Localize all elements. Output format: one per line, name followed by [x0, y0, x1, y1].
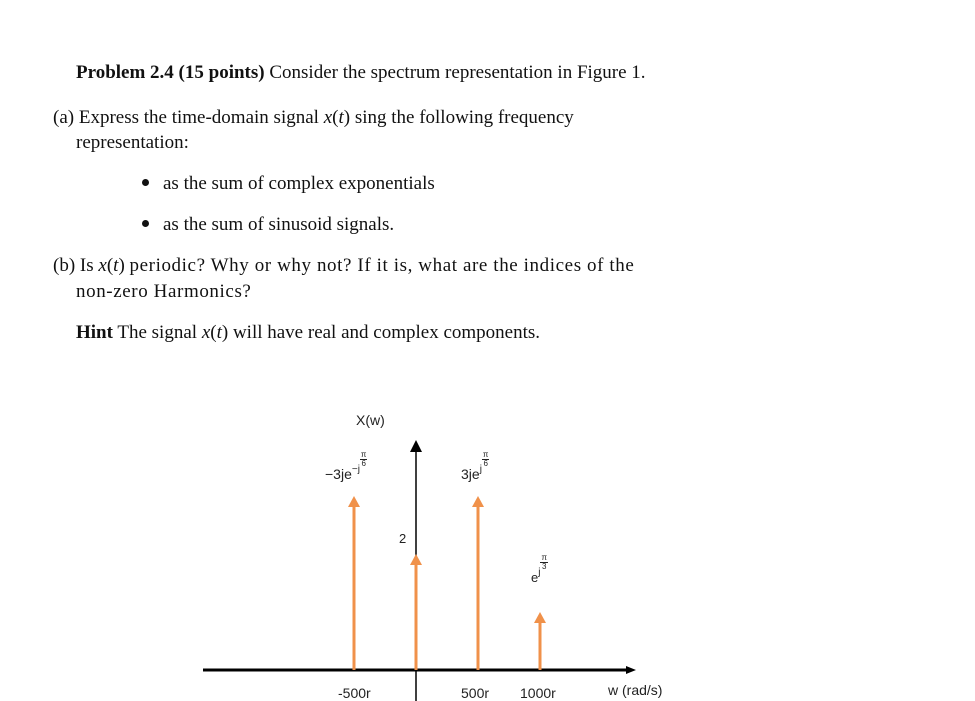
hint-line: Hint The signal x(t) will have real and complex components. [76, 322, 541, 343]
fraction-numerator: π [541, 553, 547, 562]
signal-x: x [98, 255, 107, 276]
signal-x: x [323, 107, 333, 128]
problem-intro: Consider the spectrum representation in Figure 1. [269, 62, 646, 83]
part-b-label: (b) [53, 255, 76, 276]
stem-label-base: e [531, 570, 539, 585]
x-tick-label: 1000r [520, 685, 556, 701]
signal-x: x [201, 322, 211, 343]
x-tick-label: 500r [461, 685, 490, 701]
stem-label-fraction [360, 451, 368, 468]
stem-label [325, 451, 367, 482]
stem-arrowhead [410, 554, 422, 565]
stem-label-base: −3je [325, 466, 352, 482]
part-a-text-pre: Express the time-domain signal [78, 107, 319, 128]
stem-label: 2 [399, 531, 407, 546]
part-b-text-post: periodic? Why or why not? If it is, what are the indices of the [129, 255, 635, 276]
chart-title: X(w) [356, 412, 385, 428]
stem-arrowhead [534, 612, 546, 623]
stem-label-base: 3je [461, 466, 480, 482]
fraction-denominator: 3 [542, 562, 547, 571]
stem-label-fraction [540, 554, 548, 571]
stem-label-exp-sign: −j [351, 464, 360, 475]
part-a-text-post: sing the following frequency [354, 107, 574, 128]
hint-label: Hint [76, 322, 113, 343]
x-tick-label: -500r [338, 685, 371, 701]
signal-t: t [113, 255, 119, 276]
stem-label [461, 451, 489, 482]
signal-t: t [216, 322, 222, 343]
stem-label-exp-sign: j [538, 567, 541, 578]
part-a-line2: representation: [76, 132, 189, 153]
hint-text-post: will have real and complex components. [232, 322, 541, 343]
signal-t: t [338, 107, 344, 128]
stem-label [531, 554, 548, 585]
part-b-line2: non-zero Harmonics? [76, 281, 252, 302]
y-axis-arrow [410, 440, 422, 452]
part-a-line1: (a) Express the time-domain signal x(t) sing the following frequency [53, 107, 574, 128]
fraction-numerator: π [360, 450, 367, 459]
fraction-denominator: 6 [361, 459, 366, 468]
bullet-text: as the sum of complex exponentials [163, 173, 435, 194]
fraction-numerator: π [482, 450, 489, 459]
problem-title: Problem 2.4 (15 points) [76, 62, 265, 83]
part-b-line1: (b) Is x(t) periodic? Why or why not? If it is, what are the indices of the [53, 255, 635, 276]
stem-arrowhead [472, 496, 484, 507]
stem-label-exp-sign: j [479, 464, 482, 475]
part-b-text-pre: Is [79, 255, 94, 276]
fraction-denominator: 6 [483, 459, 488, 468]
bullet-text: as the sum of sinusoid signals. [163, 214, 395, 235]
hint-text-pre: The signal [117, 322, 198, 343]
x-axis-label: w (rad/s) [608, 682, 663, 698]
x-axis-arrow [626, 666, 636, 674]
part-a-label: (a) [53, 107, 75, 128]
stem-label-fraction [482, 451, 490, 468]
stem-arrowhead [348, 496, 360, 507]
